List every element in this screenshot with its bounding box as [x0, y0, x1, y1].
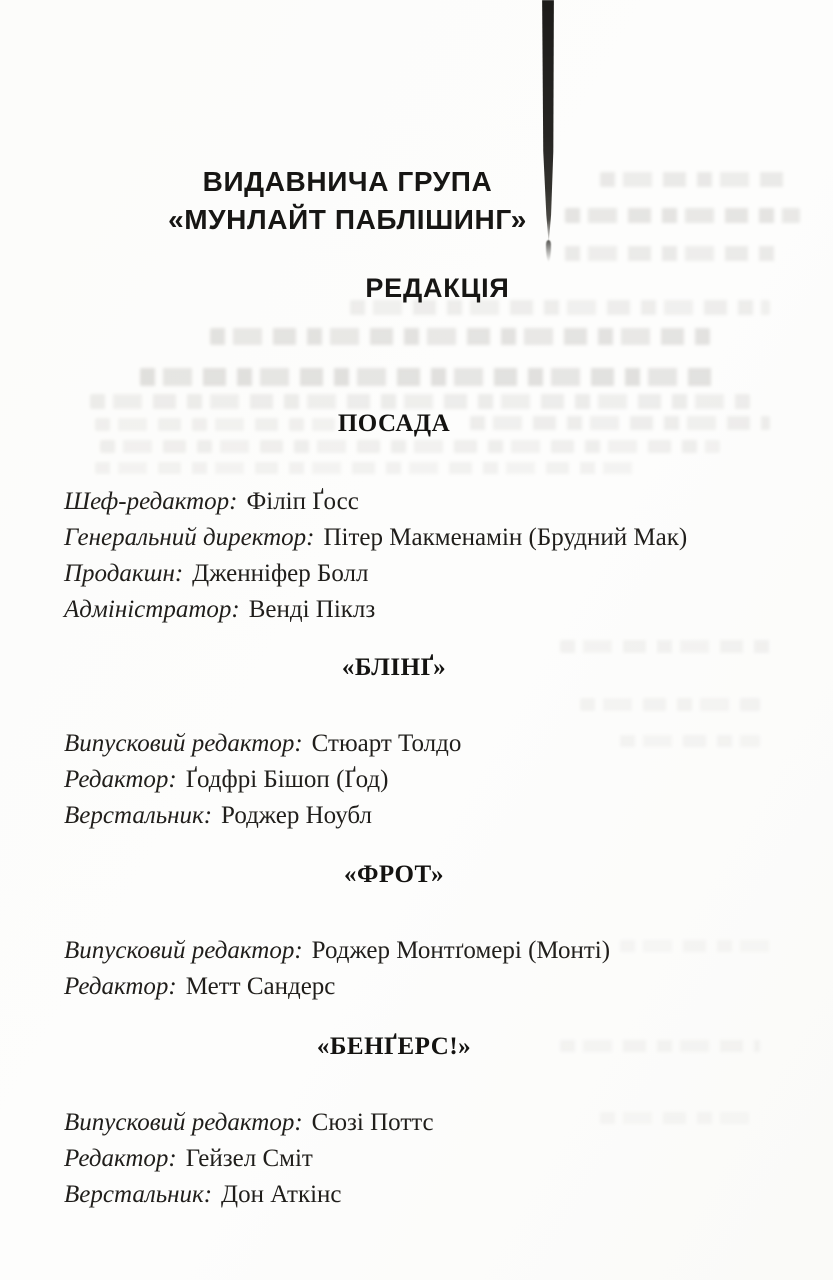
person-name: Венді Піклз	[248, 596, 376, 623]
person-name: Роджер Ноубл	[221, 802, 372, 829]
staff-entry	[64, 484, 788, 520]
section-heading: «БЛІНҐ»	[341, 654, 447, 681]
staff-entry	[64, 933, 788, 969]
section-bling	[64, 654, 788, 834]
staff-list	[64, 933, 788, 1005]
staff-entry	[64, 762, 788, 798]
staff-entry	[64, 726, 788, 762]
section-heading: «БЕНҐЕРС!»	[316, 1033, 472, 1060]
showthrough-smudge	[560, 640, 770, 653]
staff-list	[64, 1105, 788, 1213]
role-label: Випусковий редактор:	[64, 730, 303, 757]
section-heading: ПОСАДА	[337, 410, 451, 437]
section-bangers	[64, 1033, 788, 1213]
staff-entry	[64, 592, 788, 628]
role-label: Редактор:	[64, 766, 177, 793]
staff-entry	[64, 798, 788, 834]
staff-list	[64, 726, 788, 834]
person-name: Гейзел Сміт	[185, 1145, 313, 1172]
person-name: Філіп Ґосс	[246, 488, 359, 515]
staff-entry	[64, 1141, 788, 1177]
role-label: Випусковий редактор:	[64, 1109, 303, 1136]
staff-entry	[64, 1105, 788, 1141]
section-heading: «ФРОТ»	[343, 861, 445, 888]
section-frot	[64, 861, 788, 1005]
showthrough-smudge	[140, 368, 720, 386]
role-label: Генеральний директор:	[64, 524, 315, 551]
role-label: Редактор:	[64, 973, 177, 1000]
person-name: Дон Аткінс	[221, 1181, 342, 1208]
person-name: Метт Сандерс	[185, 973, 336, 1000]
showthrough-smudge	[90, 394, 750, 409]
publisher-name-line2: «МУНЛАЙТ ПАБЛІШИНГ»	[168, 204, 527, 235]
person-name: Пітер Макменамін (Брудний Мак)	[323, 524, 688, 551]
role-label: Верстальник:	[64, 1181, 213, 1208]
person-name: Роджер Монтґомері (Монті)	[311, 937, 611, 964]
publisher-name-line1: ВИДАВНИЧА ГРУПА	[202, 166, 493, 197]
person-name: Стюарт Толдо	[311, 730, 462, 757]
staff-entry	[64, 1177, 788, 1213]
person-name: Ґодфрі Бішоп (Ґод)	[185, 766, 389, 793]
staff-entry	[64, 520, 788, 556]
role-label: Верстальник:	[64, 802, 213, 829]
edition-title: РЕДАКЦІЯ	[365, 273, 510, 303]
role-label: Шеф-редактор:	[64, 488, 238, 515]
person-name: Дженніфер Болл	[192, 560, 369, 587]
binding-shadow-tip	[546, 240, 551, 262]
staff-entry	[64, 969, 788, 1005]
staff-entry	[64, 556, 788, 592]
showthrough-smudge	[210, 328, 710, 345]
showthrough-smudge	[565, 246, 780, 261]
section-posada	[64, 410, 788, 628]
staff-list	[64, 484, 788, 628]
role-label: Продакшн:	[64, 560, 184, 587]
publisher-header	[0, 163, 764, 239]
role-label: Редактор:	[64, 1145, 177, 1172]
role-label: Випусковий редактор:	[64, 937, 303, 964]
person-name: Сюзі Поттс	[311, 1109, 434, 1136]
role-label: Адміністратор:	[64, 596, 240, 623]
